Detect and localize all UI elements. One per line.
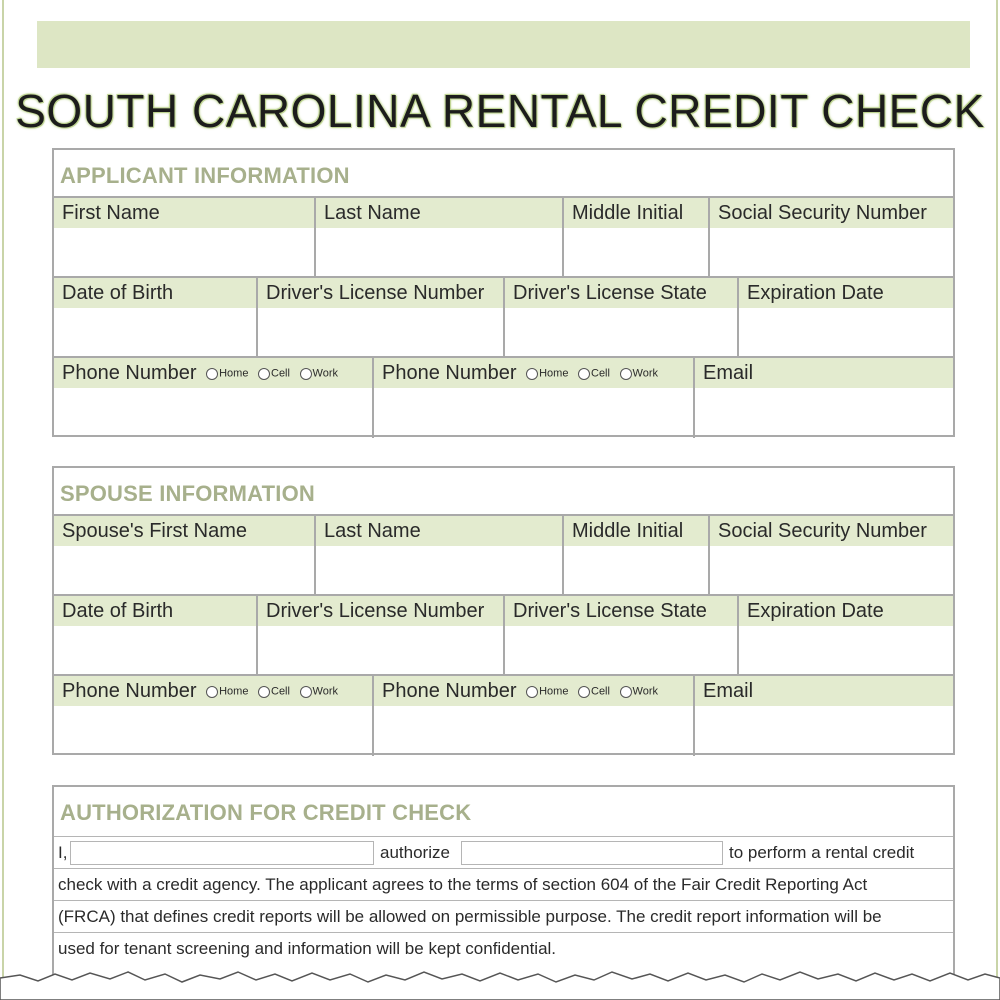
spouse-phone1-label: Phone Number bbox=[62, 680, 197, 702]
auth-line-2: check with a credit agency. The applicant agrees to the terms of section 604 of the Fair Credit Reporting Act bbox=[54, 868, 953, 900]
applicant-row-name bbox=[54, 196, 953, 278]
spouse-phone1-label-row bbox=[54, 676, 372, 706]
first-name-field[interactable] bbox=[54, 198, 316, 278]
phone2-field[interactable] bbox=[374, 358, 695, 438]
phone2-cell-label: Cell bbox=[591, 367, 610, 380]
middle-initial-label: Middle Initial bbox=[564, 198, 708, 228]
spouse-phone1-work-radio[interactable] bbox=[300, 686, 312, 698]
dob-field[interactable] bbox=[54, 278, 258, 358]
spouse-first-name-label: Spouse's First Name bbox=[54, 516, 314, 546]
phone1-cell-label: Cell bbox=[271, 367, 290, 380]
spouse-phone1-cell-radio[interactable] bbox=[258, 686, 270, 698]
spouse-ssn-label: Social Security Number bbox=[710, 516, 953, 546]
phone1-label: Phone Number bbox=[62, 362, 197, 384]
spouse-phone1-cell-label: Cell bbox=[271, 685, 290, 698]
landlord-name-input[interactable] bbox=[461, 841, 723, 865]
spouse-email-field[interactable] bbox=[695, 676, 953, 756]
spouse-ssn-field[interactable] bbox=[710, 516, 953, 596]
first-name-label: First Name bbox=[54, 198, 314, 228]
spouse-phone2-cell-label: Cell bbox=[591, 685, 610, 698]
spouse-phone2-home-label: Home bbox=[539, 685, 569, 698]
spouse-heading: SPOUSE INFORMATION bbox=[60, 481, 315, 506]
spouse-phone1-field[interactable] bbox=[54, 676, 374, 756]
spouse-first-name-field[interactable] bbox=[54, 516, 316, 596]
phone2-label: Phone Number bbox=[382, 362, 517, 384]
spouse-last-name-label: Last Name bbox=[316, 516, 562, 546]
spouse-phone2-home-radio[interactable] bbox=[526, 686, 538, 698]
phone2-cell-radio[interactable] bbox=[578, 368, 590, 380]
page-border-left bbox=[2, 0, 4, 985]
applicant-heading: APPLICANT INFORMATION bbox=[60, 163, 350, 188]
spouse-phone2-work-label: Work bbox=[632, 685, 658, 698]
phone1-field[interactable] bbox=[54, 358, 374, 438]
authorization-section bbox=[52, 785, 955, 985]
spouse-last-name-field[interactable] bbox=[316, 516, 564, 596]
spouse-row-name bbox=[54, 514, 953, 596]
auth-line-1 bbox=[54, 836, 953, 868]
spouse-dl-number-field[interactable] bbox=[258, 596, 505, 676]
phone2-home-radio[interactable] bbox=[526, 368, 538, 380]
email-label: Email bbox=[695, 358, 953, 388]
header-band bbox=[37, 21, 970, 68]
phone2-label-row bbox=[374, 358, 693, 388]
auth-authorize-text: authorize bbox=[380, 843, 450, 862]
spouse-section bbox=[52, 466, 955, 755]
ssn-label: Social Security Number bbox=[710, 198, 953, 228]
spouse-phone2-cell-radio[interactable] bbox=[578, 686, 590, 698]
phone2-home-label: Home bbox=[539, 367, 569, 380]
spouse-dob-label: Date of Birth bbox=[54, 596, 256, 626]
applicant-section bbox=[52, 148, 955, 437]
spouse-dl-state-field[interactable] bbox=[505, 596, 739, 676]
spouse-phone2-label: Phone Number bbox=[382, 680, 517, 702]
phone2-work-label: Work bbox=[632, 367, 658, 380]
spouse-row-license bbox=[54, 594, 953, 676]
applicant-row-license bbox=[54, 276, 953, 358]
auth-line-3: (FRCA) that defines credit reports will be allowed on permissible purpose. The credit report information will be bbox=[54, 900, 953, 932]
auth-perform-text: to perform a rental credit bbox=[729, 843, 915, 862]
dl-state-label: Driver's License State bbox=[505, 278, 737, 308]
phone1-home-label: Home bbox=[219, 367, 249, 380]
spouse-middle-initial-field[interactable] bbox=[564, 516, 710, 596]
spouse-email-label: Email bbox=[695, 676, 953, 706]
spouse-row-contact bbox=[54, 674, 953, 756]
spouse-dl-number-label: Driver's License Number bbox=[258, 596, 503, 626]
torn-edge-decoration bbox=[0, 962, 1000, 1000]
spouse-expiration-label: Expiration Date bbox=[739, 596, 953, 626]
phone1-work-label: Work bbox=[312, 367, 338, 380]
spouse-phone1-work-label: Work bbox=[312, 685, 338, 698]
auth-i-text: I, bbox=[58, 843, 68, 862]
spouse-phone2-label-row bbox=[374, 676, 693, 706]
spouse-phone2-field[interactable] bbox=[374, 676, 695, 756]
expiration-label: Expiration Date bbox=[739, 278, 953, 308]
spouse-middle-initial-label: Middle Initial bbox=[564, 516, 708, 546]
spouse-expiration-field[interactable] bbox=[739, 596, 953, 676]
authorization-heading: AUTHORIZATION FOR CREDIT CHECK bbox=[60, 800, 472, 825]
phone1-work-radio[interactable] bbox=[300, 368, 312, 380]
dob-label: Date of Birth bbox=[54, 278, 256, 308]
phone2-work-radio[interactable] bbox=[620, 368, 632, 380]
spouse-dob-field[interactable] bbox=[54, 596, 258, 676]
email-field[interactable] bbox=[695, 358, 953, 438]
middle-initial-field[interactable] bbox=[564, 198, 710, 278]
spouse-phone1-home-radio[interactable] bbox=[206, 686, 218, 698]
dl-state-field[interactable] bbox=[505, 278, 739, 358]
document-title: SOUTH CAROLINA RENTAL CREDIT CHECK bbox=[15, 85, 985, 137]
last-name-field[interactable] bbox=[316, 198, 564, 278]
ssn-field[interactable] bbox=[710, 198, 953, 278]
applicant-row-contact bbox=[54, 356, 953, 438]
auth-line-4: used for tenant screening and information will be kept confidential. bbox=[54, 932, 953, 964]
spouse-phone2-work-radio[interactable] bbox=[620, 686, 632, 698]
expiration-field[interactable] bbox=[739, 278, 953, 358]
phone1-label-row bbox=[54, 358, 372, 388]
phone1-cell-radio[interactable] bbox=[258, 368, 270, 380]
page-border-right bbox=[996, 0, 998, 985]
phone1-home-radio[interactable] bbox=[206, 368, 218, 380]
dl-number-label: Driver's License Number bbox=[258, 278, 503, 308]
spouse-phone1-home-label: Home bbox=[219, 685, 249, 698]
spouse-dl-state-label: Driver's License State bbox=[505, 596, 737, 626]
dl-number-field[interactable] bbox=[258, 278, 505, 358]
last-name-label: Last Name bbox=[316, 198, 562, 228]
applicant-name-input[interactable] bbox=[70, 841, 374, 865]
